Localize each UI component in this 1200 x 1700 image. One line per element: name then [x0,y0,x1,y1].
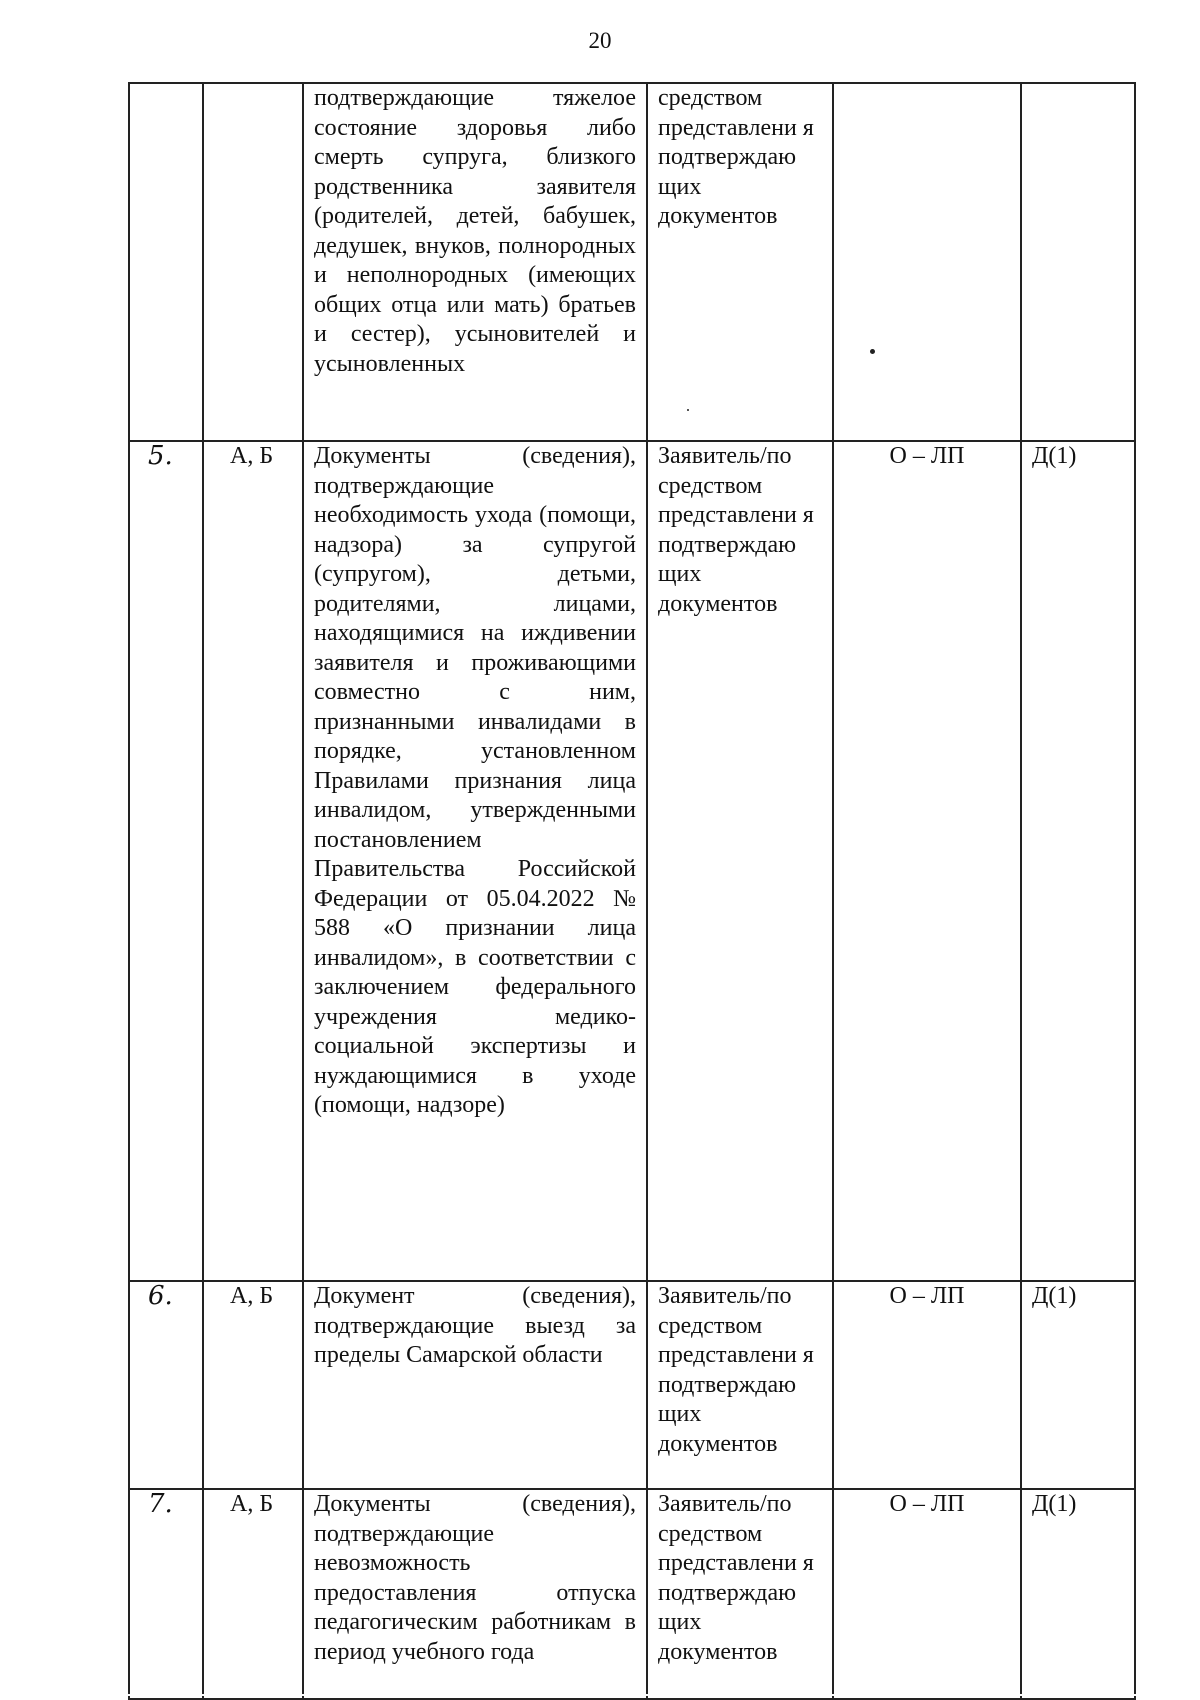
row-number: 6. [129,1281,203,1489]
row-source: средством представлени я подтверждаю щих документов [647,83,833,441]
row-form [833,83,1021,441]
row-source: Заявитель/по средством представлени я подтверждаю щих документов [647,1489,833,1699]
row-category: А, Б [203,441,303,1281]
row-source: Заявитель/по средством представлени я подтверждаю щих документов [647,1281,833,1489]
row-form: О – ЛП [833,1489,1021,1699]
row-term: Д(1) [1021,1489,1135,1699]
row-category: А, Б [203,1281,303,1489]
row-description: Документы (сведения), подтверждающие необходимость ухода (помощи, надзора) за супругой (супругом), детьми, родителями, лицами, находящимися на иждивении заявителя и проживающими совместно с ним, признанными инвалидами в порядке, установленном Правилами признания лица инвалидом, утвержденными постановлением Правительства Российской Федерации от 05.04.2022 № 588 «О признании лица инвалидом», в соответствии с заключением федерального учреждения медико-социальной экспертизы и нуждающимися в уходе (помощи, надзоре) [303,441,647,1281]
table-row [129,441,1135,1281]
scan-speck [870,349,875,354]
row-number: 5. [129,441,203,1281]
row-category: А, Б [203,1489,303,1699]
row-number: 7. [129,1489,203,1699]
row-term: Д(1) [1021,441,1135,1281]
row-form: О – ЛП [833,441,1021,1281]
row-description: Документы (сведения), подтверждающие невозможность предоставления отпуска педагогическим работникам в период учебного года [303,1489,647,1699]
row-description: подтверждающие тяжелое состояние здоровья либо смерть супруга, близкого родственника заявителя (родителей, детей, бабушек, дедушек, внуков, полнородных и неполнородных (имеющих общих отца или мать) братьев и сестер), усыновителей и усыновленных [303,83,647,441]
row-term: Д(1) [1021,1281,1135,1489]
table-row [129,1281,1135,1489]
documents-table [128,82,1136,1700]
table-row [129,83,1135,441]
row-source: Заявитель/по средством представлени я подтверждаю щих документов [647,441,833,1281]
row-description: Документ (сведения), подтверждающие выезд за пределы Самарской области [303,1281,647,1489]
row-number [129,83,203,441]
row-form: О – ЛП [833,1281,1021,1489]
row-term [1021,83,1135,441]
page-number: 20 [588,28,612,53]
row-category [203,83,303,441]
table-row [129,1489,1135,1699]
scan-speck [687,409,689,411]
